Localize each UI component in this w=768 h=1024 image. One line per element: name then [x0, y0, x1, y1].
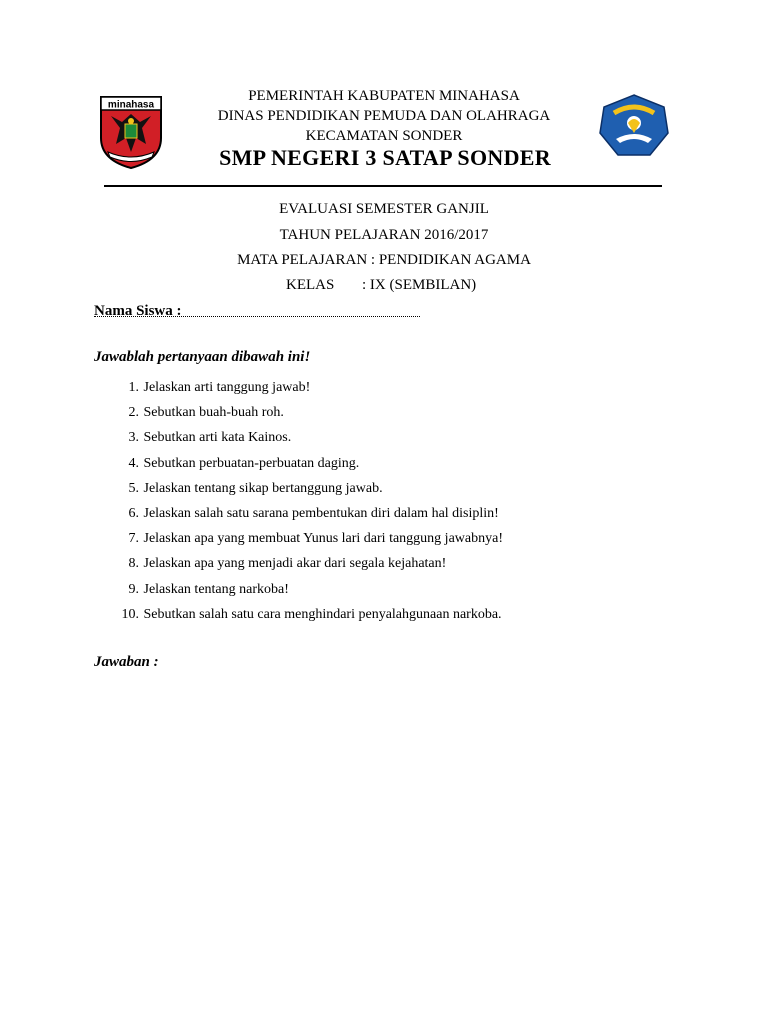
- question-text: Sebutkan buah-buah roh.: [143, 405, 284, 421]
- question-number: 3.: [128, 430, 139, 446]
- exam-title: EVALUASI SEMESTER GANJIL: [279, 201, 489, 217]
- question-text: Jelaskan tentang narkoba!: [143, 581, 289, 597]
- header-district-line: KECAMATAN SONDER: [305, 128, 463, 144]
- header-divider: [104, 185, 662, 187]
- question-text: Jelaskan apa yang menjadi akar dari segala kejahatan!: [143, 556, 447, 572]
- question-list: [108, 379, 503, 631]
- subject-line: MATA PELAJARAN : PENDIDIKAN AGAMA: [237, 252, 531, 268]
- question-item: [108, 606, 503, 631]
- question-text: Sebutkan perbuatan-perbuatan daging.: [143, 455, 360, 471]
- answer-label: Jawaban :: [94, 654, 159, 670]
- crest-text: minahasa: [107, 99, 155, 111]
- question-number: 1.: [128, 380, 139, 395]
- question-text: Jelaskan salah satu sarana pembentukan diri dalam hal disiplin!: [143, 505, 499, 521]
- question-item: [108, 530, 503, 555]
- school-year: TAHUN PELAJARAN 2016/2017: [279, 227, 489, 243]
- question-number: 5.: [128, 480, 139, 496]
- question-number: 2.: [128, 405, 139, 421]
- question-number: 4.: [128, 455, 139, 471]
- question-number: 10.: [121, 606, 139, 622]
- question-text: Sebutkan arti kata Kainos.: [143, 430, 292, 446]
- question-text: Sebutkan salah satu cara menghindari penyalahgunaan narkoba.: [143, 606, 502, 622]
- student-name-field[interactable]: [94, 316, 420, 317]
- class-label: KELAS: [286, 277, 335, 293]
- question-text: Jelaskan tentang sikap bertanggung jawab.: [143, 480, 383, 496]
- question-item: [108, 581, 503, 606]
- question-text: Jelaskan arti tanggung jawab!: [143, 380, 311, 395]
- question-item: [108, 505, 503, 530]
- instruction: Jawablah pertanyaan dibawah ini!: [94, 349, 311, 365]
- class-line: [286, 276, 476, 294]
- header-government-line: PEMERINTAH KABUPATEN MINAHASA: [248, 88, 520, 104]
- question-text: Jelaskan apa yang membuat Yunus lari dari tanggung jawabnya!: [143, 531, 503, 547]
- question-item: [108, 455, 503, 480]
- header-department-line: DINAS PENDIDIKAN PEMUDA DAN OLAHRAGA: [217, 108, 551, 124]
- question-item: [108, 429, 503, 454]
- question-item: [108, 555, 503, 580]
- question-item: [108, 480, 503, 505]
- question-item: [108, 404, 503, 429]
- school-name: SMP NEGERI 3 SATAP SONDER: [219, 145, 551, 170]
- question-number: 7.: [128, 531, 139, 547]
- question-item: [108, 379, 503, 404]
- class-value: : IX (SEMBILAN): [362, 277, 477, 293]
- question-number: 9.: [128, 581, 139, 597]
- student-name-label: Nama Siswa :: [94, 303, 182, 319]
- question-number: 6.: [128, 505, 139, 521]
- question-number: 8.: [128, 556, 139, 572]
